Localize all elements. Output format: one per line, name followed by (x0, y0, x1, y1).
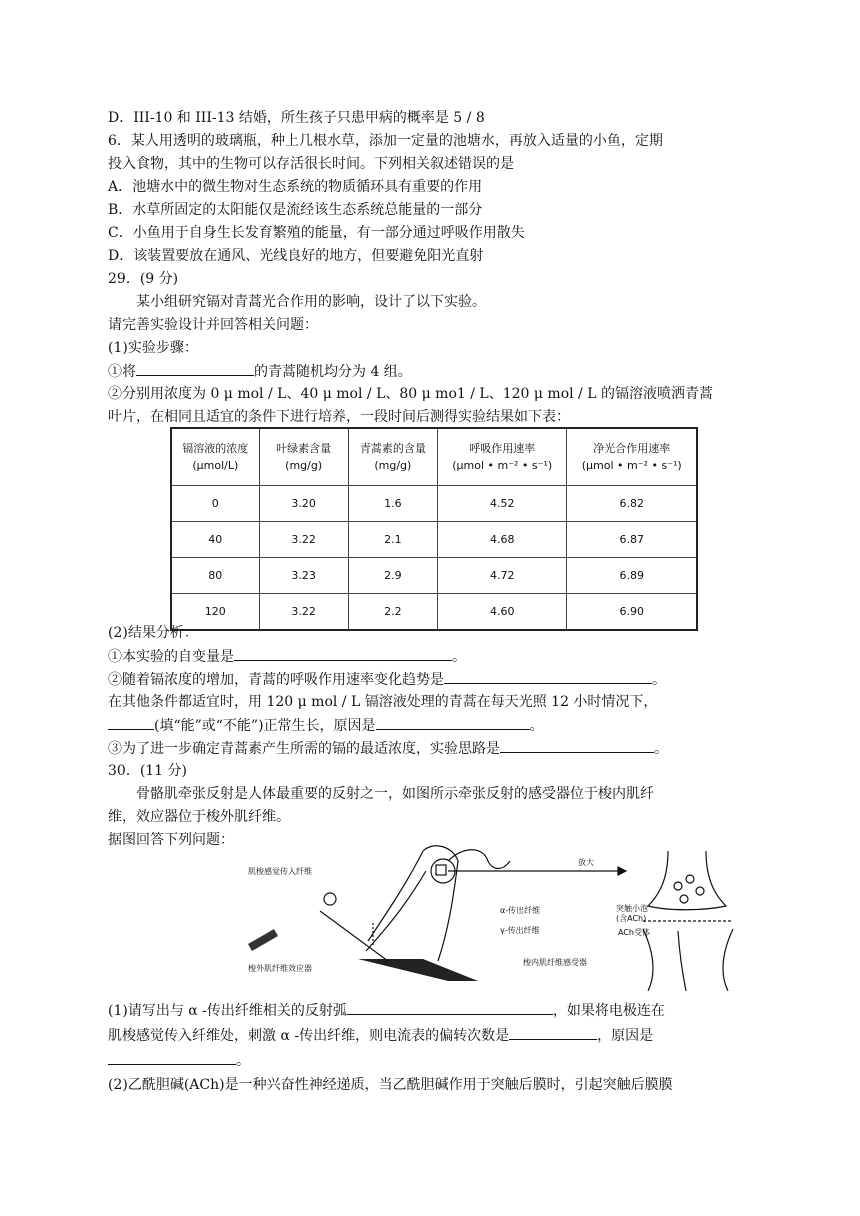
q30-prompt: 据图回答下列问题： (108, 832, 234, 848)
q29-steps-heading: (1)实验步骤： (108, 340, 198, 356)
table-cell: 1.6 (348, 486, 437, 522)
answer-blank[interactable] (376, 715, 530, 730)
table-row (171, 522, 697, 558)
q6-stem-line2: 投入食物，其中的生物可以存活很长时间。下列相关叙述错误的是 (108, 156, 514, 172)
column-header: 青蒿素的含量 (mg/g) (348, 428, 437, 486)
answer-blank[interactable] (136, 361, 254, 376)
table-cell: 2.9 (348, 558, 437, 594)
table-cell: 2.1 (348, 522, 437, 558)
answer-blank[interactable] (500, 738, 654, 753)
q29-step1-text-b: 的青蒿随机均分为 4 组。 (254, 364, 412, 380)
text: ①本实验的自变量是 (108, 649, 234, 665)
results-table (170, 427, 698, 631)
table-cell: 2.2 (348, 594, 437, 631)
text: ②随着镉浓度的增加，青蒿的呼吸作用速率变化趋势是 (108, 672, 444, 688)
table-row (171, 558, 697, 594)
q29-step1 (108, 361, 412, 382)
table-cell: 4.52 (437, 486, 567, 522)
option-d-previous: D．III-10 和 III-13 结婚，所生孩子只患甲病的概率是 5 / 8 (108, 110, 485, 126)
q29-prompt: 请完善实验设计并回答相关问题： (108, 317, 318, 333)
text: (1)请写出与 α -传出纤维相关的反射弧 (108, 1003, 347, 1019)
table-cell: 4.60 (437, 594, 567, 631)
text: 。 (654, 741, 668, 757)
table-row (171, 594, 697, 631)
q30-title: 30．(11 分) (108, 763, 188, 779)
column-header: 净光合作用速率 (μmol • m⁻² • s⁻¹) (567, 428, 697, 486)
text: ，原因是 (597, 1028, 654, 1044)
table-cell: 3.22 (259, 522, 348, 558)
q30-intro-line2: 维，效应器位于梭外肌纤维。 (108, 809, 290, 825)
table-cell: 40 (171, 522, 259, 558)
column-header: 呼吸作用速率 (μmol • m⁻² • s⁻¹) (437, 428, 567, 486)
table-cell: 80 (171, 558, 259, 594)
q6-option-c: C．小鱼用于自身生长发育繁殖的能量，有一部分通过呼吸作用散失 (108, 225, 525, 241)
table-header-row (171, 428, 697, 486)
table-cell: 3.23 (259, 558, 348, 594)
table-cell: 6.87 (567, 522, 697, 558)
q29-step1-text-a: ①将 (108, 364, 136, 380)
q30-part1-line1 (108, 1000, 665, 1021)
label-gamma-fiber: γ-传出纤维 (500, 926, 540, 935)
text: 。 (652, 672, 666, 688)
table-cell: 3.22 (259, 594, 348, 631)
q30-part1-line2 (108, 1025, 653, 1046)
text: 。 (452, 649, 466, 665)
label-extrafusal-effector: 梭外肌纤维效应器 (248, 964, 312, 973)
q6-option-b: B．水草所固定的太阳能仅是流经该生态系统总能量的一部分 (108, 202, 483, 218)
table-cell: 4.72 (437, 558, 567, 594)
label-afferent-fiber: 肌梭感觉传入纤维 (248, 867, 312, 876)
answer-blank[interactable] (108, 1050, 236, 1065)
table-cell: 4.68 (437, 522, 567, 558)
answer-blank[interactable] (234, 646, 452, 661)
q6-stem-line1: 6．某人用透明的玻璃瓶，种上几根水草，添加一定量的池塘水，再放入适量的小鱼，定期 (108, 133, 663, 149)
answer-blank[interactable] (444, 669, 652, 684)
text: ，如果将电极连在 (552, 1003, 665, 1019)
q29-title: 29．(9 分) (108, 271, 179, 287)
text: ③为了进一步确定青蒿素产生所需的镉的最适浓度，实验思路是 (108, 741, 500, 757)
answer-blank[interactable] (509, 1025, 597, 1040)
q29-step2-line1: ②分别用浓度为 0 μ mol / L、40 μ mol / L、80 μ mo1 / L、120 μ mol / L 的镉溶液喷洒青蒿 (108, 386, 713, 402)
answer-blank[interactable] (108, 715, 154, 730)
q6-option-d: D．该装置要放在通风、光线良好的地方，但要避免阳光直射 (108, 248, 484, 264)
q29-analysis-2-cont: 在其他条件都适宜时，用 120 μ mol / L 镉溶液处理的青蒿在每天光照 12 小时情况下， (108, 694, 658, 710)
table-cell: 3.20 (259, 486, 348, 522)
q29-analysis-heading: (2)结果分析： (108, 625, 198, 641)
table-cell: 120 (171, 594, 259, 631)
column-header: 叶绿素含量 (mg/g) (259, 428, 348, 486)
text: (填“能”或“不能”)正常生长，原因是 (154, 718, 376, 734)
text: 肌梭感觉传入纤维处，刺激 α -传出纤维，则电流表的偏转次数是 (108, 1028, 510, 1044)
q29-intro: 某小组研究镉对青蒿光合作用的影响，设计了以下实验。 (136, 294, 486, 310)
label-enlarge: 放大 (578, 858, 594, 867)
text: 。 (529, 718, 544, 734)
label-synaptic-vesicle: 突触小泡 (616, 904, 648, 913)
label-synaptic-vesicle-note: (含ACh) (616, 914, 647, 923)
label-intrafusal-receptor: 梭内肌纤维感受器 (523, 958, 587, 967)
q29-analysis-3 (108, 738, 668, 759)
answer-blank[interactable] (347, 1000, 553, 1015)
q29-analysis-2-fill (108, 715, 544, 736)
table-cell: 6.90 (567, 594, 697, 631)
label-alpha-fiber: α-传出纤维 (500, 906, 541, 915)
table-cell: 0 (171, 486, 259, 522)
q29-analysis-2 (108, 669, 666, 690)
hammer-drawing (248, 929, 278, 951)
stretch-reflex-figure (248, 841, 748, 991)
text: 。 (236, 1053, 250, 1069)
table-row (171, 486, 697, 522)
q6-option-a: A．池塘水中的微生物对生态系统的物质循环具有重要的作用 (108, 179, 483, 195)
table-cell: 6.89 (567, 558, 697, 594)
table-cell: 6.82 (567, 486, 697, 522)
label-ach-receptor: ACh受体 (618, 928, 650, 937)
q30-part1-line3 (108, 1050, 250, 1071)
q29-analysis-1 (108, 646, 466, 667)
q30-intro-line1: 骨骼肌牵张反射是人体最重要的反射之一，如图所示牵张反射的感受器位于梭内肌纤 (136, 786, 654, 802)
synapse-drawing (643, 851, 733, 991)
column-header: 镉溶液的浓度 (μmol/L) (171, 428, 259, 486)
q30-part2-line1: (2)乙酰胆碱(ACh)是一种兴奋性神经递质，当乙酰胆碱作用于突触后膜时，引起突触后膜膜 (108, 1077, 673, 1093)
q29-step2-line2: 叶片，在相同且适宜的条件下进行培养，一段时间后测得实验结果如下表： (108, 409, 570, 425)
